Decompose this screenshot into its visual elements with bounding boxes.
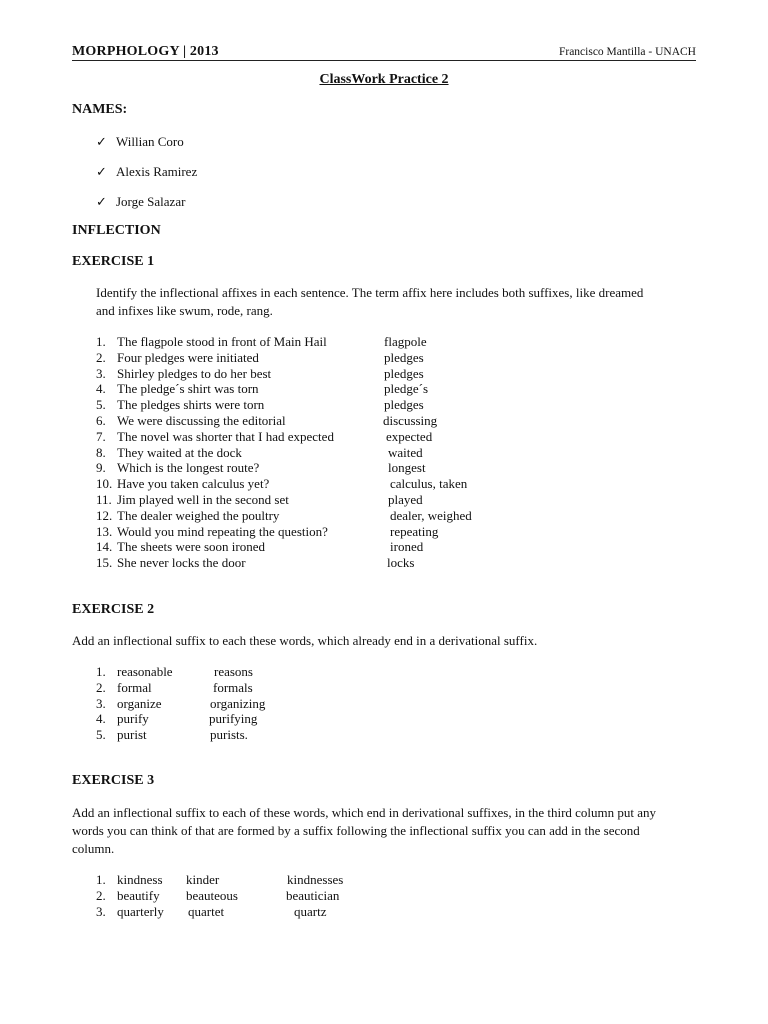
instruction-line: Identify the inflectional affixes in each sentence. The term affix here includes both suffixes, like dreamed: [96, 285, 644, 300]
checkmark-icon: ✓: [96, 134, 107, 149]
item-number: 7.: [96, 428, 106, 444]
instruction-line: and infixes like swum, rode, rang.: [96, 303, 273, 318]
item-number: 8.: [96, 444, 106, 460]
item-word: quarterly: [117, 904, 164, 919]
item-sentence: Which is the longest route?: [117, 460, 260, 476]
exercise1-heading: EXERCISE 1: [72, 254, 155, 269]
item-answer: waited: [388, 444, 423, 460]
author-info: Francisco Mantilla - UNACH: [558, 46, 696, 58]
exercise3-heading: EXERCISE 3: [72, 773, 155, 788]
item-number: 2.: [96, 349, 106, 365]
item-answer: ironed: [390, 539, 424, 555]
item-number: 6.: [96, 413, 106, 428]
item-sentence: They waited at the dock: [117, 444, 242, 460]
item-answer: pledge´s: [384, 381, 429, 397]
instruction-line: Add an inflectional suffix to each of these words, which end in derivational suffixes, in the third column put any: [72, 805, 657, 820]
instruction-line: words you can think of that are formed by a suffix following the inflectional suffix you can add in the second: [72, 823, 640, 838]
item-answer: pledges: [384, 349, 424, 365]
exercise2-instruction: Add an inflectional suffix to each these words, which already end in a derivational suffix.: [72, 633, 538, 648]
item-answer: formals: [213, 679, 253, 695]
item-answer: pledges: [384, 397, 424, 413]
item-inflected: kinder: [186, 872, 220, 887]
item-answer: played: [388, 492, 423, 507]
item-answer: flagpole: [384, 334, 427, 349]
item-derived: quartz: [294, 904, 327, 919]
item-sentence: Four pledges were initiated: [117, 349, 259, 365]
item-sentence: Jim played well in the second set: [117, 492, 289, 507]
item-word: organize: [117, 695, 162, 711]
item-answer: calculus, taken: [390, 476, 468, 492]
item-word: beautify: [117, 888, 160, 903]
section-heading-inflection: INFLECTION: [72, 223, 161, 238]
item-word: reasonable: [117, 664, 173, 679]
item-answer: purifying: [209, 711, 258, 727]
item-number: 3.: [96, 904, 106, 919]
names-heading: NAMES:: [72, 102, 128, 117]
item-answer: longest: [388, 460, 426, 476]
item-inflected: quartet: [188, 904, 225, 919]
student-name: Willian Coro: [116, 134, 184, 149]
item-sentence: She never locks the door: [117, 555, 246, 571]
item-sentence: The flagpole stood in front of Main Hail: [117, 334, 327, 349]
item-word: kindness: [117, 872, 163, 887]
item-inflected: beauteous: [186, 888, 238, 903]
course-title: MORPHOLOGY | 2013: [72, 44, 219, 59]
item-sentence: Shirley pledges to do her best: [117, 365, 272, 381]
item-number: 1.: [96, 664, 106, 679]
page-header: [72, 44, 696, 60]
student-name: Alexis Ramirez: [116, 164, 198, 179]
item-answer: organizing: [210, 695, 266, 711]
item-sentence: Would you mind repeating the question?: [117, 523, 328, 539]
item-number: 14.: [96, 539, 113, 555]
item-answer: discussing: [383, 413, 438, 428]
item-answer: pledges: [384, 365, 424, 381]
item-answer: dealer, weighed: [390, 507, 472, 523]
header-divider: [72, 60, 696, 61]
document-title: ClassWork Practice 2: [319, 72, 449, 87]
item-sentence: We were discussing the editorial: [117, 413, 286, 428]
student-name: Jorge Salazar: [116, 194, 186, 209]
item-derived: beautician: [286, 888, 340, 903]
item-derived: kindnesses: [287, 872, 344, 887]
item-number: 1.: [96, 872, 106, 887]
item-number: 13.: [96, 523, 113, 539]
item-number: 2.: [96, 679, 106, 695]
item-word: purist: [117, 727, 147, 743]
checkmark-icon: ✓: [96, 194, 107, 209]
item-sentence: The dealer weighed the poultry: [117, 507, 280, 523]
exercise3-instruction: [72, 804, 702, 858]
item-number: 3.: [96, 365, 106, 381]
exercise1-instruction: [96, 284, 696, 320]
item-number: 15.: [96, 555, 113, 571]
item-number: 1.: [96, 334, 106, 349]
item-number: 2.: [96, 888, 106, 903]
item-number: 4.: [96, 711, 106, 727]
item-number: 5.: [96, 727, 106, 743]
exercise2-heading: EXERCISE 2: [72, 602, 155, 617]
item-sentence: Have you taken calculus yet?: [117, 476, 270, 492]
item-word: formal: [117, 679, 152, 695]
instruction-line: column.: [72, 841, 115, 856]
item-answer: purists.: [210, 727, 248, 743]
item-sentence: The pledges shirts were torn: [117, 397, 265, 413]
item-number: 4.: [96, 381, 106, 397]
item-number: 9.: [96, 460, 106, 476]
item-sentence: The sheets were soon ironed: [117, 539, 266, 555]
item-number: 11.: [96, 492, 112, 507]
item-answer: expected: [386, 428, 433, 444]
item-number: 10.: [96, 476, 113, 492]
item-word: purify: [117, 711, 149, 727]
item-answer: reasons: [214, 664, 253, 679]
item-sentence: The novel was shorter that I had expected: [117, 428, 334, 444]
checkmark-icon: ✓: [96, 164, 107, 179]
item-number: 3.: [96, 695, 106, 711]
item-number: 12.: [96, 507, 113, 523]
item-sentence: The pledge´s shirt was torn: [117, 381, 259, 397]
item-answer: repeating: [390, 523, 439, 539]
item-number: 5.: [96, 397, 106, 413]
item-answer: locks: [387, 555, 415, 571]
